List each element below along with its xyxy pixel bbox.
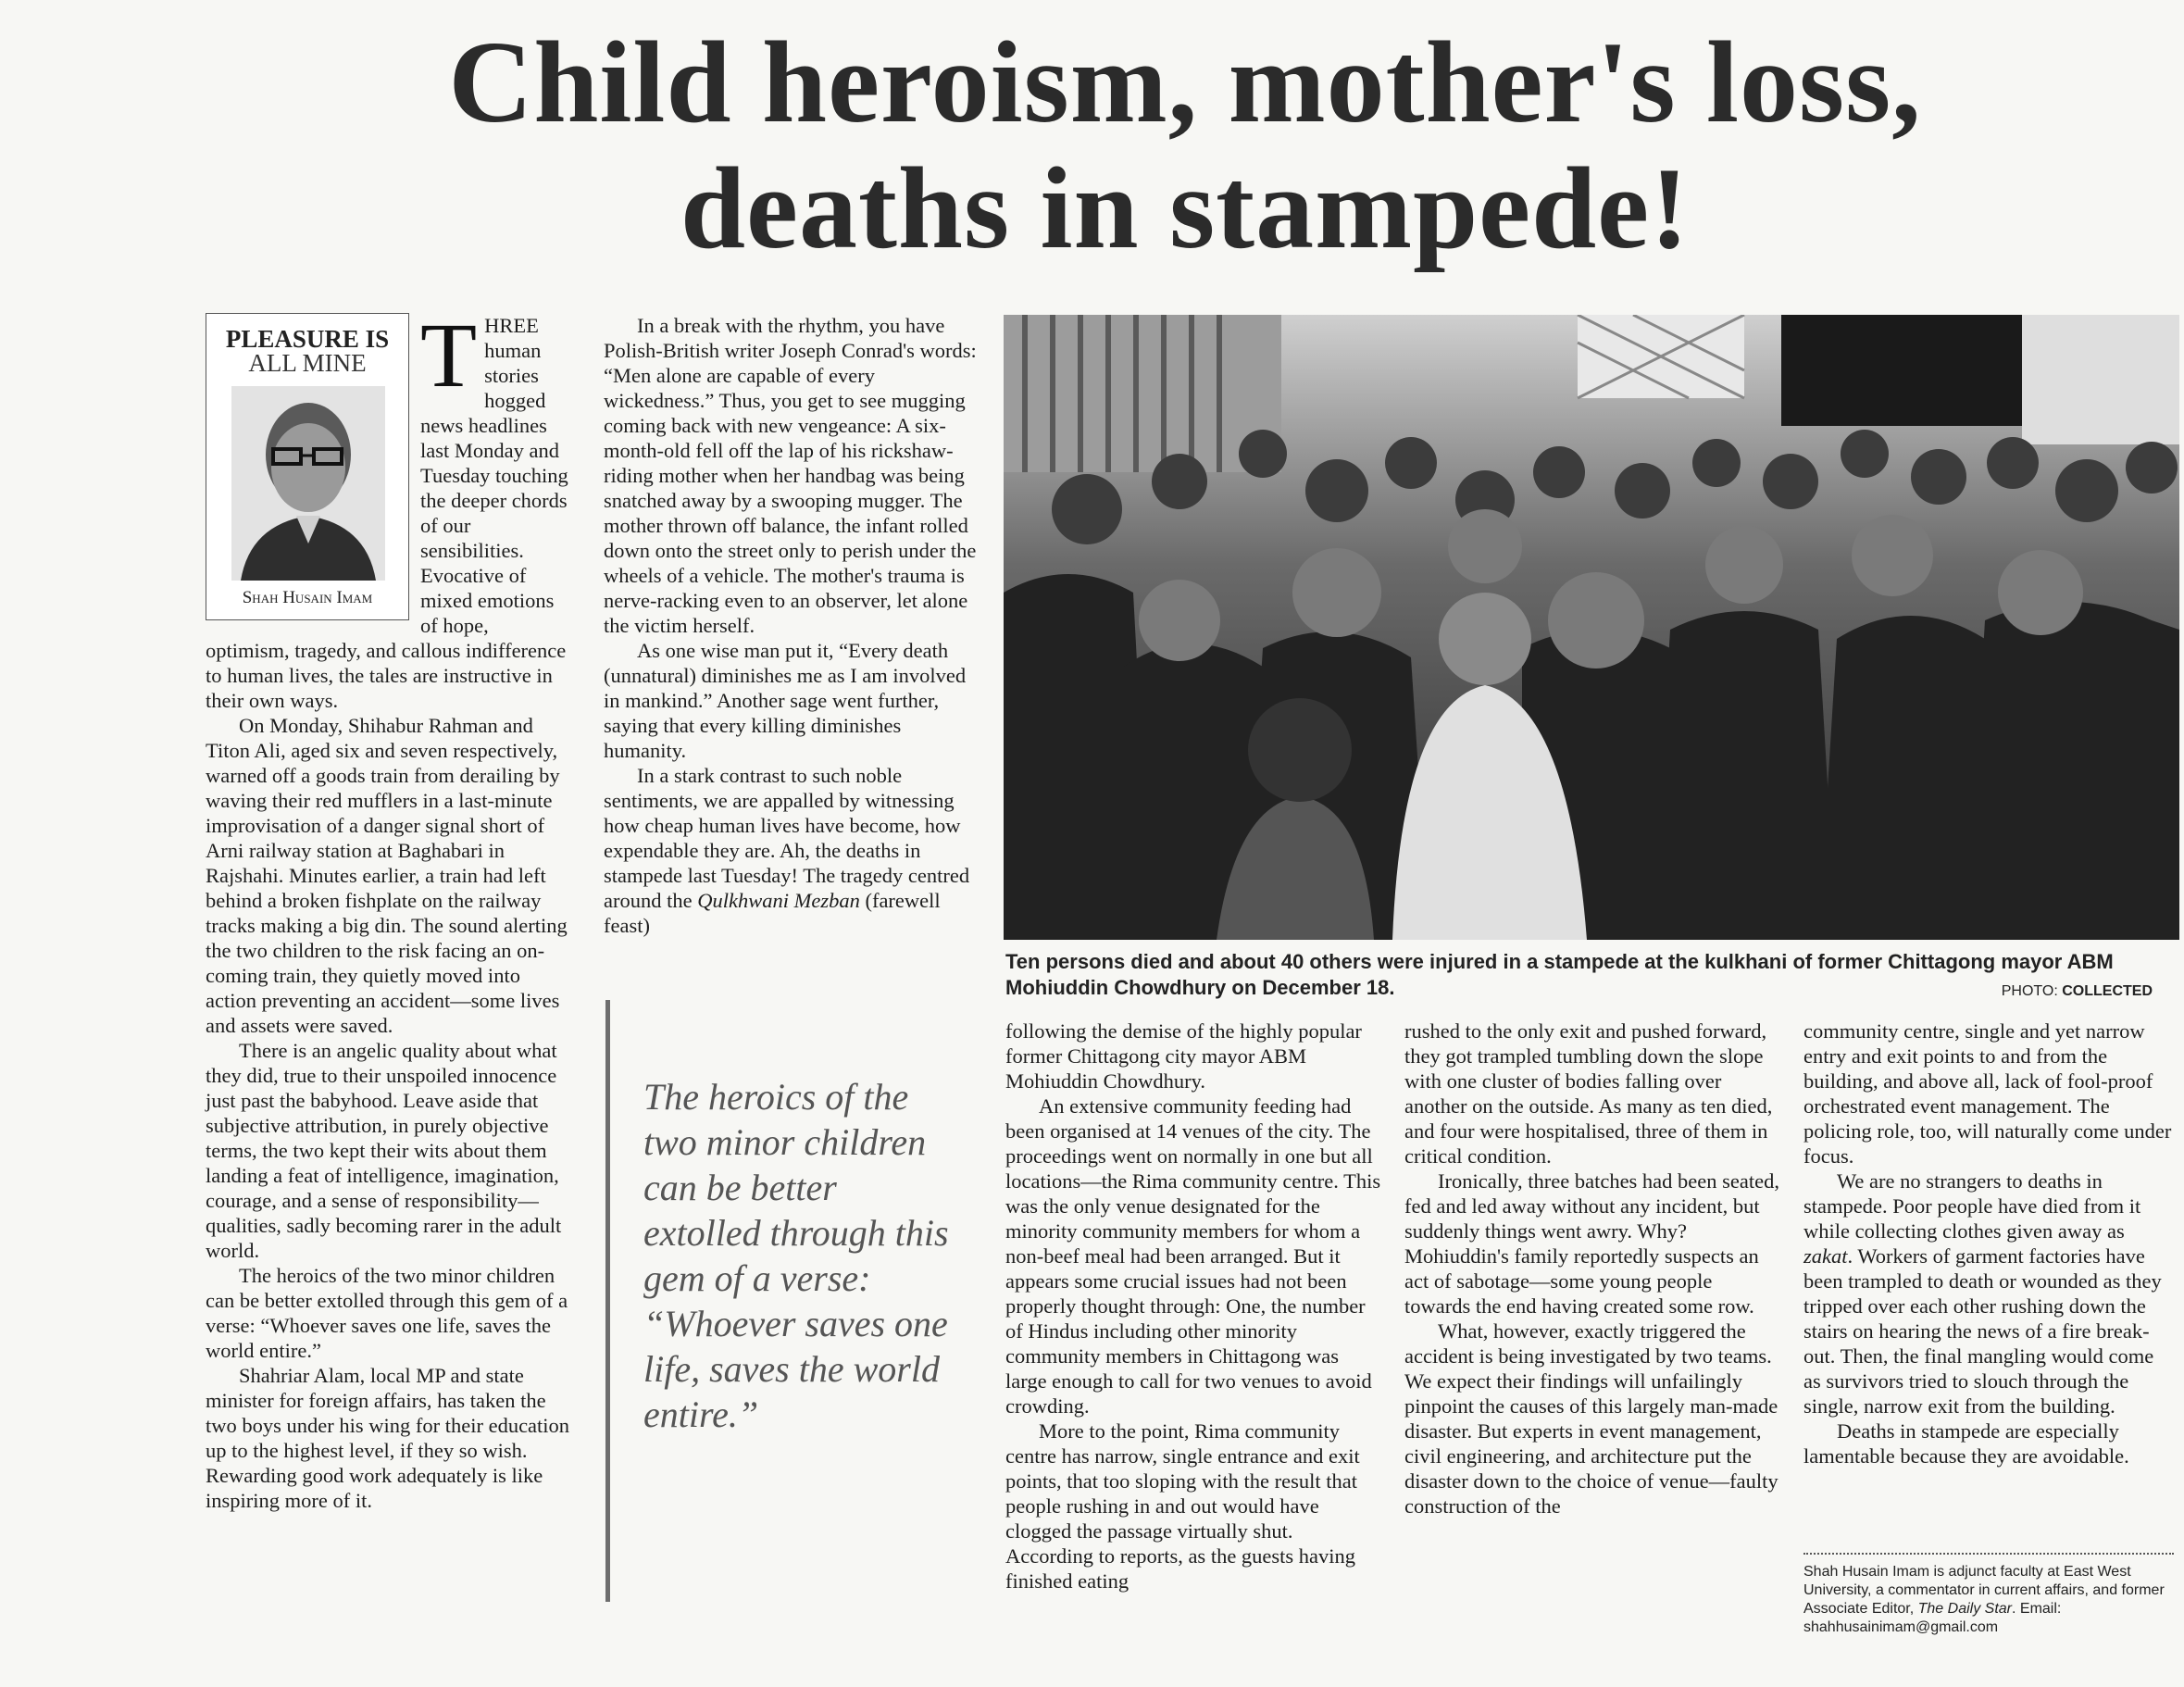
photo-credit xyxy=(2002,983,2153,1000)
bio-paper: The Daily Star xyxy=(1917,1601,2012,1617)
paragraph: The heroics of the two minor children can be better extolled through this gem of a verse: “Whoever saves one life, saves the world entire.” xyxy=(206,1264,568,1362)
headline xyxy=(278,20,2092,272)
paragraph: Ironically, three batches had been seated, fed and led away without any incident, but suddenly things went awry. Why? Mohiuddin's family reportedly suspects an act of sabotage—some young people towards the end having created some row. xyxy=(1404,1169,1779,1318)
paragraph: As one wise man put it, “Every death (unnatural) diminishes me as I am involved in mankind.” Another sage went further, saying that every killing diminishes humanity. xyxy=(604,639,967,762)
credit-label: PHOTO: xyxy=(2001,983,2058,999)
paragraph: following the demise of the highly popular former Chittagong city mayor ABM Mohiuddin Chowdhury. xyxy=(1005,1019,1362,1093)
paragraph: More to the point, Rima community centre has narrow, single entrance and exit points, that too sloping with the result that people rushing in and out would have clogged the passage virtually shut. According to reports, as the guests having finished eating xyxy=(1005,1419,1360,1593)
italic-term: zakat xyxy=(1803,1244,1848,1268)
paragraph-text: In a stark contrast to such noble sentiments, we are appalled by witnessing how cheap human lives have become, how expendable they are. Ah, the deaths in stampede last Tuesday! The tragedy centred around the xyxy=(604,764,970,912)
column-name: PLEASURE IS xyxy=(225,325,390,353)
paragraph: Deaths in stampede are especially lamentable because they are avoidable. xyxy=(1803,1419,2129,1468)
paragraph: rushed to the only exit and pushed forward, they got trampled tumbling down the slope with one cluster of bodies falling over another on the outside. As many as ten died, and four were hospitalised, three of them in critical condition. xyxy=(1404,1019,1773,1168)
paragraph: Shahriar Alam, local MP and state minister for foreign affairs, has taken the two boys under his wing for their education up to the highest level, if they so wish. Rewarding good work adequately is like inspiring more of it. xyxy=(206,1364,570,1512)
bio-text: Shah Husain Imam is adjunct faculty at East West University, a commentator in current affairs, and former Associate Editor, xyxy=(1803,1564,2165,1617)
paragraph: In a break with the rhythm, you have Polish-British writer Joseph Conrad's words: “Men alone are capable of every wickedness.” Thus, you get to see mugging coming back with new vengeance: A six-month-old fell off the lap of his rickshaw-riding mother when her handbag was being snatched away by a swooping mugger. The mother thrown off balance, the infant rolled down onto the street only to perish under the wheels of a vehicle. The mother's trauma is nerve-racking even to an observer, let alone the victim herself. xyxy=(604,314,977,637)
author-bio xyxy=(1803,1563,2174,1637)
paragraph-text: (farewell feast) xyxy=(604,889,941,937)
article-column-5 xyxy=(1803,1018,2174,1537)
pullquote-rule xyxy=(605,1000,610,1602)
photo-caption: Ten persons died and about 40 others were injured in a stampede at the kulkhani of former Chittagong mayor ABM Mohiuddin Chowdhury on December 18. xyxy=(1005,950,2114,999)
italic-term: Qulkhwani Mezban xyxy=(697,889,860,912)
paragraph: An extensive community feeding had been organised at 14 venues of the city. The proceedings went on normally in one but all locations—the Rima community centre. This was the only venue designated for the minority community members for whom a non-beef meal had been arranged. But it appears some crucial issues had not been properly thought through: One, the number of Hindus including other minority community members in Chittagong was large enough to call for two venues to avoid crowding. xyxy=(1005,1094,1381,1418)
article-column-2 xyxy=(604,313,979,980)
paragraph: There is an angelic quality about what they did, true to their unspoiled innocence just past the babyhood. Leave aside that subjective attribution, in purely objective terms, the two kept their wits about them landing a feat of intelligence, imagination, courage, and a sense of responsibility—qualities, sadly becoming rarer in the adult world. xyxy=(206,1039,562,1262)
pullquote: The heroics of the two minor children can be better extolled through this gem of a verse: “Whoever saves one life, saves the world entire.” xyxy=(643,1076,949,1435)
column-subname: ALL MINE xyxy=(248,349,367,377)
paragraph-text: We are no strangers to deaths in stampede. Poor people have died from it while collecting clothes given away as xyxy=(1803,1169,2141,1243)
paragraph xyxy=(1803,1168,2174,1418)
article-column-1 xyxy=(206,304,576,1628)
headline-line-2: deaths in stampede! xyxy=(680,144,1691,273)
article-column-3 xyxy=(1005,1018,1383,1630)
paragraph-text: . Workers of garment factories have been trampled to death or wounded as they tripped over each other rushing down the stairs on hearing the news of a fire break-out. Then, the final mangling would come as survivors tried to slouch through the single, narrow exit from the building. xyxy=(1803,1244,2162,1418)
drop-cap: T xyxy=(420,304,478,406)
paragraph-text: HREE human stories hogged news headlines last Monday and Tuesday touching the deeper chords of our sensibilities. Evocative of mixed emotions of hope, optimism, tragedy, and callous indifference to human lives, the tales are instructive in their own ways. xyxy=(206,314,568,712)
bio-email: . Email: shahhusainimam@gmail.com xyxy=(1803,1601,2062,1635)
paragraph: What, however, exactly triggered the accident is being investigated by two teams. We expect their findings will unfailingly pinpoint the causes of this largely man-made disaster. But experts in event management, civil engineering, and architecture put the disaster down to the choice of venue—faulty construction of the xyxy=(1404,1319,1778,1518)
credit-value: COLLECTED xyxy=(2062,983,2153,999)
author-photo xyxy=(231,386,385,581)
paragraph: On Monday, Shihabur Rahman and Titon Ali, aged six and seven respectively, warned off a goods train from derailing by waving their red mufflers in a last-minute improvisation of a danger signal short of Arni railway station at Baghabari in Rajshahi. Minutes earlier, a train had left behind a broken fishplate on the railway tracks making a big din. The sound alerting the two children to the risk facing an on-coming train, they quietly moved into action preventing an accident—some lives and assets were saved. xyxy=(206,714,568,1037)
author-box xyxy=(206,313,409,620)
paragraph: community centre, single and yet narrow entry and exit points to and from the building, and above all, lack of fool-proof orchestrated event management. The policing role, too, will naturally come under focus. xyxy=(1803,1019,2172,1168)
article-column-4 xyxy=(1404,1018,1782,1630)
bio-divider xyxy=(1803,1553,2174,1555)
stampede-photo xyxy=(1004,315,2179,940)
paragraph xyxy=(604,763,979,938)
headline-line-1: Child heroism, mother's loss, xyxy=(448,19,1922,147)
author-name: Shah Husain Imam xyxy=(242,588,373,607)
